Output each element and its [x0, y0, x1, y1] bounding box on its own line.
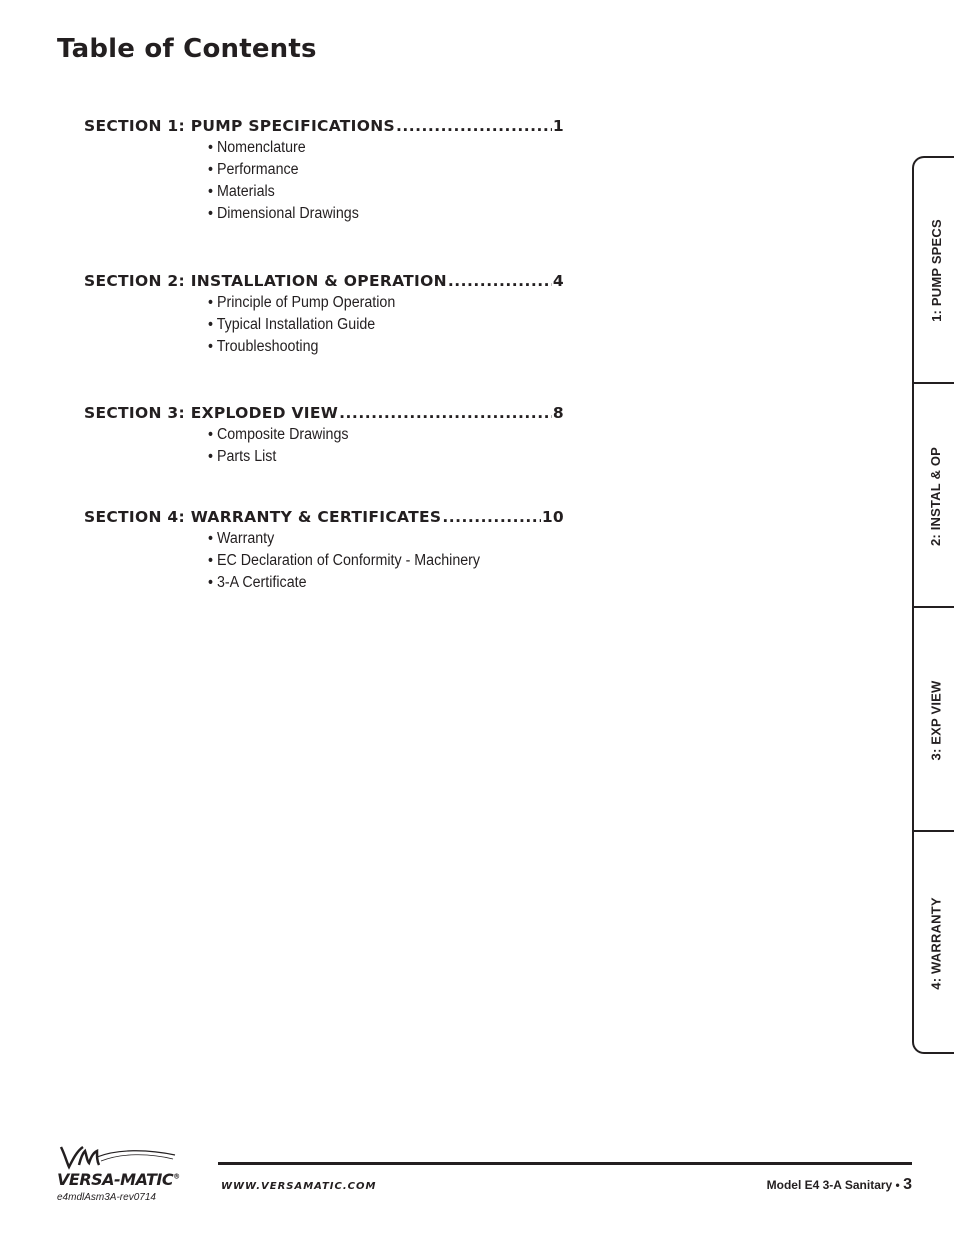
section-page-number: 1: [552, 117, 564, 135]
dot-leader: [339, 404, 552, 422]
section-page-number: 10: [541, 508, 564, 526]
tab-label: 2: INSTAL & OP: [928, 446, 944, 546]
list-item: • Warranty: [208, 528, 536, 550]
dot-leader: [448, 272, 552, 290]
section-page-number: 4: [552, 272, 564, 290]
page-title: Table of Contents: [57, 34, 317, 64]
list-item: • Dimensional Drawings: [208, 203, 536, 225]
brand-wordmark: VERSA-MATIC®: [57, 1170, 180, 1189]
section-page-number: 8: [552, 404, 564, 422]
toc-section-2[interactable]: [84, 272, 564, 358]
list-item: • Nomenclature: [208, 137, 536, 159]
tab-label: 3: EXP VIEW: [928, 680, 944, 760]
dot-leader: [396, 117, 552, 135]
toc-section-heading[interactable]: [84, 117, 564, 135]
section-item-list: [208, 137, 564, 225]
section-item-list: [208, 292, 564, 358]
toc-section-heading[interactable]: [84, 404, 564, 422]
section-label: SECTION 4: WARRANTY & CERTIFICATES: [84, 508, 442, 526]
vm-script-icon: [57, 1143, 177, 1171]
tab-pump-specs[interactable]: [914, 158, 954, 382]
section-label: SECTION 3: EXPLODED VIEW: [84, 404, 339, 422]
list-item: • Performance: [208, 159, 536, 181]
toc-section-heading[interactable]: [84, 272, 564, 290]
section-tabs: [912, 156, 954, 1054]
section-label: SECTION 1: PUMP SPECIFICATIONS: [84, 117, 395, 135]
list-item: • Troubleshooting: [208, 336, 536, 358]
list-item: • 3-A Certificate: [208, 572, 536, 594]
dot-leader: [442, 508, 541, 526]
section-item-list: [208, 528, 564, 594]
section-label: SECTION 2: INSTALLATION & OPERATION: [84, 272, 447, 290]
document-code: e4mdlAsm3A-rev0714: [57, 1192, 156, 1203]
model-label: Model E4 3-A Sanitary •: [766, 1178, 900, 1192]
list-item: • EC Declaration of Conformity - Machinery: [208, 550, 536, 572]
tab-exp-view[interactable]: [914, 606, 954, 832]
footer-rule: [218, 1162, 912, 1165]
tab-instal-op[interactable]: [914, 382, 954, 608]
tab-label: 4: WARRANTY: [928, 896, 944, 990]
toc-section-4[interactable]: [84, 508, 564, 594]
list-item: • Principle of Pump Operation: [208, 292, 536, 314]
toc-section-heading[interactable]: [84, 508, 564, 526]
page-footer-model: [767, 1176, 912, 1194]
website-link[interactable]: WWW.VERSAMATIC.COM: [221, 1181, 377, 1192]
toc-section-1[interactable]: [84, 117, 564, 225]
toc-section-3[interactable]: [84, 404, 564, 468]
section-item-list: [208, 424, 564, 468]
list-item: • Composite Drawings: [208, 424, 536, 446]
tab-warranty[interactable]: [914, 830, 954, 1054]
list-item: • Parts List: [208, 446, 536, 468]
list-item: • Typical Installation Guide: [208, 314, 536, 336]
list-item: • Materials: [208, 181, 536, 203]
page-number: 3: [903, 1176, 912, 1193]
tab-label: 1: PUMP SPECS: [928, 218, 944, 322]
versa-matic-logo: [57, 1143, 217, 1191]
